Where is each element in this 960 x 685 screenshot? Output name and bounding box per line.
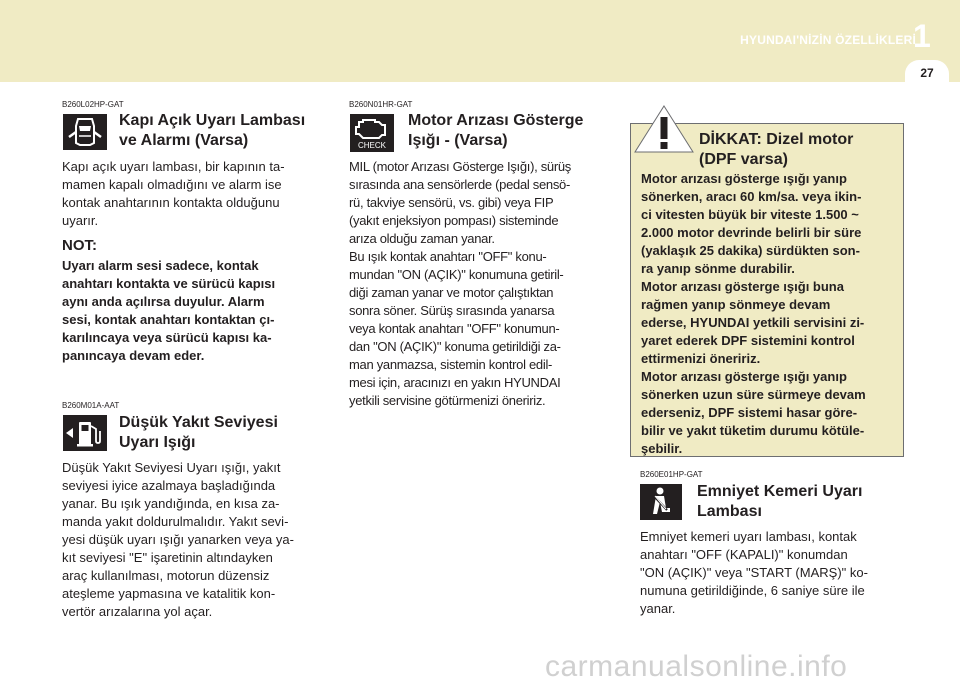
warning-body-line: ci vitesten büyük bir viteste 1.500 ~ [641, 207, 859, 222]
mil-body-line: dan "ON (AÇIK)" konuma getirildiği za- [349, 339, 561, 354]
mil-body [349, 158, 609, 410]
fuel-pump-icon [63, 415, 107, 451]
seatbelt-heading-line-1: Emniyet Kemeri Uyarı [697, 483, 863, 500]
seatbelt-body [640, 528, 900, 618]
fuel-section-code: B260M01A-AAT [62, 401, 120, 410]
fuel-heading [119, 413, 278, 453]
fuel-body-line: yesi düşük uyarı ışığı yanarken veya ya- [62, 532, 294, 547]
fuel-body-line: kıt seviyesi "E" işaretinin altındayken [62, 550, 273, 565]
mil-section-code: B260N01HR-GAT [349, 100, 413, 109]
door-section-code: B260L02HP-GAT [62, 100, 124, 109]
door-heading-line-2: ve Alarmı (Varsa) [119, 132, 249, 149]
header-band [0, 0, 960, 82]
warning-heading-line-2: (DPF varsa) [699, 151, 788, 168]
door-body-line: mamen kapalı olmadığını ve alarm ise [62, 177, 282, 192]
mil-body-line: diği zaman yanar ve motor çalıştıktan [349, 285, 554, 300]
seatbelt-body-line: anahtarı "OFF (KAPALI)" konumdan [640, 547, 848, 562]
seatbelt-body-line: "ON (AÇIK)" veya "START (MARŞ)" ko- [640, 565, 868, 580]
warning-body-line: rağmen yanıp sönmeye devam [641, 297, 831, 312]
warning-body-line: (yaklaşık 25 dakika) sürdükten son- [641, 243, 860, 258]
check-engine-icon [350, 114, 394, 152]
mil-heading-line-1: Motor Arızası Gösterge [408, 112, 584, 129]
seatbelt-heading-line-2: Lambası [697, 503, 762, 520]
note-line: aynı anda açılırsa duyulur. Alarm [62, 294, 265, 309]
warning-triangle-icon [633, 104, 695, 159]
mil-body-line: Bu ışık kontak anahtarı "OFF" konu- [349, 249, 547, 264]
mil-body-line: man yanmazsa, sistemin kontrol edil- [349, 357, 553, 372]
mil-body-line: MIL (motor Arızası Gösterge Işığı), sürüş [349, 159, 572, 174]
warning-body-line: şebilir. [641, 441, 683, 456]
warning-body-line: ra yanıp sönme durabilir. [641, 261, 795, 276]
mil-body-line: rü, takviye sensörü, vs. gibi) veya FIP [349, 195, 554, 210]
fuel-heading-line-2: Uyarı Işığı [119, 434, 196, 451]
note-title: NOT: [62, 237, 97, 254]
door-body-line: uyarır. [62, 213, 99, 228]
warning-body-line: ederseniz, DPF sistemi hasar göre- [641, 405, 858, 420]
fuel-body-line: seviyesi iyice azalmaya başladığında [62, 478, 276, 493]
mil-body-line: sırasında ana sensörlerde (pedal sensö- [349, 177, 570, 192]
seatbelt-body-line: Emniyet kemeri uyarı lambası, kontak [640, 529, 857, 544]
door-heading-line-1: Kapı Açık Uyarı Lambası [119, 112, 306, 129]
warning-body-line: ederse, HYUNDAI yetkili servisini zi- [641, 315, 865, 330]
mil-heading-line-2: Işığı - (Varsa) [408, 132, 508, 149]
warning-box [630, 123, 904, 457]
mil-body-line: sonra söner. Sürüş sırasında yanarsa [349, 303, 555, 318]
warning-body-line: Motor arızası gösterge ışığı yanıp [641, 171, 847, 186]
warning-body-line: sönerken uzun süre sürmeye devam [641, 387, 866, 402]
warning-body-line: sönerken, aracı 60 km/sa. veya ikin- [641, 189, 862, 204]
warning-body-line: bilir ve yakıt tüketim durumu kötüle- [641, 423, 865, 438]
mil-body-line: mundan "ON (AÇIK)" konumuna getiril- [349, 267, 564, 282]
warning-body-line: ettirmenizi öneririz. [641, 351, 761, 366]
fuel-body [62, 459, 321, 621]
fuel-body-line: Düşük Yakıt Seviyesi Uyarı ışığı, yakıt [62, 460, 281, 475]
warning-body-line: yaret ederek DPF sistemini kontrol [641, 333, 855, 348]
note-line: anahtarı kontakta ve sürücü kapısı [62, 276, 276, 291]
page-number: 27 [920, 66, 934, 80]
mil-body-line: (yakıt enjeksiyon pompası) sisteminde [349, 213, 559, 228]
door-heading [119, 111, 305, 151]
chapter-number: 1 [913, 18, 931, 54]
fuel-body-line: ateşleme yapmasına ve katalitik kon- [62, 586, 276, 601]
note-line: panıncaya devam eder. [62, 348, 205, 363]
door-open-icon [63, 114, 107, 150]
door-body-line: kontak anahtarının kontakta olduğunu [62, 195, 280, 210]
note-line: sesi, kontak anahtarı kontaktan çı- [62, 312, 275, 327]
seatbelt-section-code: B260E01HP-GAT [640, 470, 703, 479]
door-body-line: Kapı açık uyarı lambası, bir kapının ta- [62, 159, 285, 174]
seatbelt-icon [640, 484, 682, 520]
warning-body-line: Motor arızası gösterge ışığı buna [641, 279, 844, 294]
page-number-badge [905, 60, 949, 88]
note-body [62, 257, 321, 365]
mil-body-line: veya kontak anahtarı "OFF" konumun- [349, 321, 560, 336]
seatbelt-heading [697, 482, 862, 522]
warning-heading-line-1: DİKKAT: Dizel motor [699, 131, 854, 148]
check-icon-label: CHECK [357, 141, 387, 150]
watermark: carmanualsonline.info [545, 650, 848, 683]
note-line: Uyarı alarm sesi sadece, kontak [62, 258, 259, 273]
door-body [62, 158, 321, 230]
mil-body-line: mesi için, aracınızı en yakın HYUNDAI [349, 375, 561, 390]
warning-body-line: 2.000 motor devrinde belirli bir süre [641, 225, 862, 240]
fuel-body-line: araç kullanılması, motorun düzensiz [62, 568, 270, 583]
fuel-heading-line-1: Düşük Yakıt Seviyesi [119, 414, 278, 431]
chapter-title: HYUNDAI'NİZİN ÖZELLİKLERİ [740, 33, 916, 47]
fuel-body-line: vertör arızalarına yol açar. [62, 604, 213, 619]
mil-body-line: arıza olduğu zaman yanar. [349, 231, 495, 246]
warning-body [641, 170, 899, 458]
fuel-body-line: manda yakıt doldurulmalıdır. Yakıt sevi- [62, 514, 289, 529]
warning-heading [699, 130, 853, 170]
mil-body-line: yetkili servisine götürmenizi öneririz. [349, 393, 546, 408]
fuel-body-line: yanar. Bu ışık yandığında, en kısa za- [62, 496, 280, 511]
seatbelt-body-line: yanar. [640, 601, 676, 616]
mil-heading [408, 111, 583, 151]
seatbelt-body-line: numuna getirildiğinde, 6 saniye süre ile [640, 583, 865, 598]
note-line: karılıncaya veya sürücü kapısı ka- [62, 330, 272, 345]
warning-body-line: Motor arızası gösterge ışığı yanıp [641, 369, 847, 384]
